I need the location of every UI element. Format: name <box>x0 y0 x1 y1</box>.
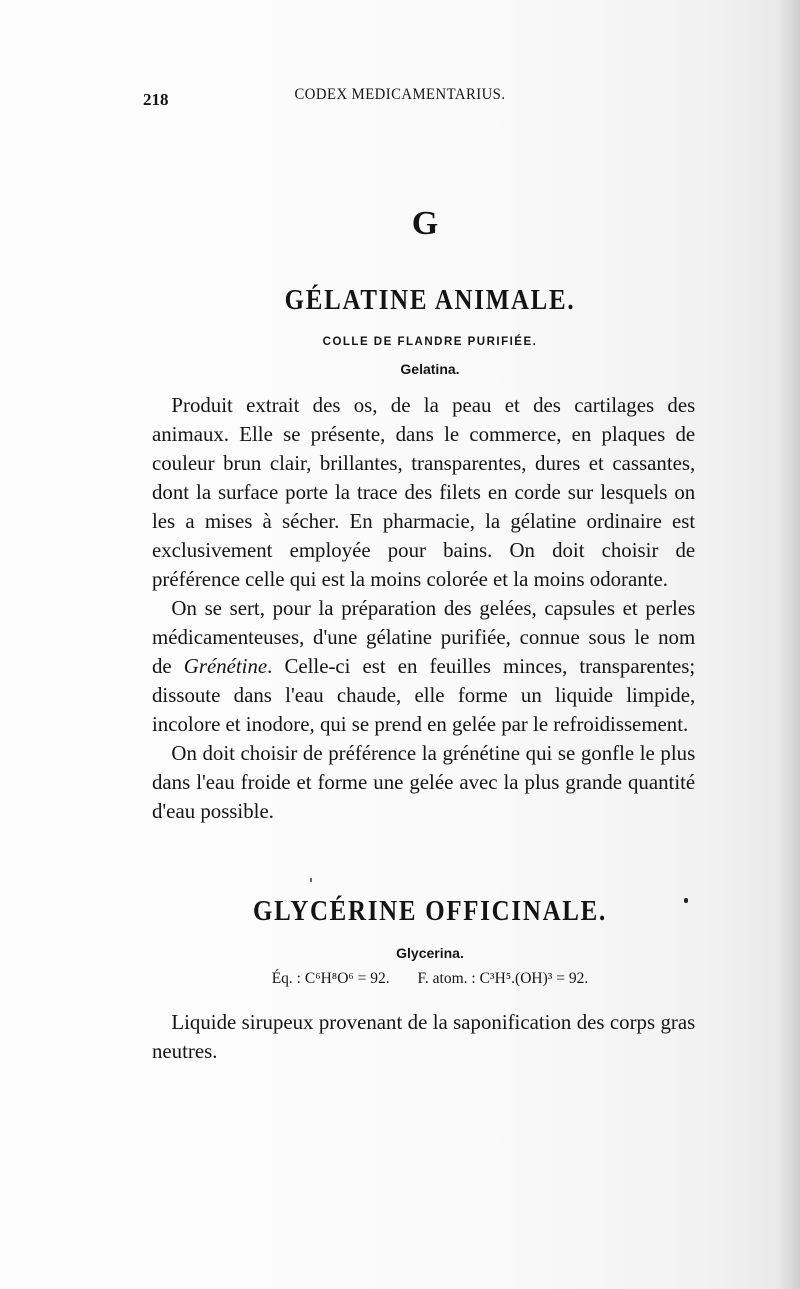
entry-latin-glycerine: Glycerina. <box>396 945 464 961</box>
page-number: 218 <box>143 90 169 109</box>
italic-term: Grénétine <box>183 654 268 678</box>
paragraph: On doit choisir de préférence la grénétine qui se gonfle le plus dans l'eau froide et forme une gelée avec la plus grande quantité d'eau possible. <box>152 741 696 823</box>
paragraph-text: . Celle-ci est en feuilles minces, transparentes; dissoute dans l'eau chaude, elle forme un liquide limpide, incolore et inodore, qui se prend en gelée par le refroidissement. <box>152 654 696 736</box>
paragraph: Liquide sirupeux provenant de la saponification des corps gras neutres. <box>152 1010 696 1063</box>
entry-body-gelatine <box>152 391 695 826</box>
paragraph-text: On se sert, pour la préparation des gelées, capsules et perles médicamenteuses, d'une gélatine purifiée, connue sous le nom de <box>152 596 696 678</box>
ink-speck <box>310 878 312 882</box>
page-edge-shadow <box>778 0 800 1289</box>
paragraph: Produit extrait des os, de la peau et des cartilages des animaux. Elle se présente, dans le commerce, en plaques de couleur brun clair, brillantes, transparentes, dures et cassantes, dont la surface porte la trace des filets en corde sur lesquels on les a mises à sécher. En pharmacie, la gélatine ordinaire est exclusivement employée pour bains. On doit choisir de préférence celle qui est la moins colorée et la moins odorante. <box>152 393 696 591</box>
paragraph <box>152 594 695 739</box>
entry-title-glycerine: GLYCÉRINE OFFICINALE. <box>253 895 607 927</box>
entry-title-gelatine: GÉLATINE ANIMALE. <box>284 284 576 316</box>
entry-latin-gelatine: Gelatina. <box>400 361 460 377</box>
formula-equivalent: Éq. : C⁶H⁸O⁶ = 92. <box>271 970 390 987</box>
formula-atomic: F. atom. : C³H⁵.(OH)³ = 92. <box>417 970 589 987</box>
running-head: CODEX MEDICAMENTARIUS. <box>294 86 506 103</box>
chemical-formula <box>150 970 710 988</box>
section-letter: G <box>411 205 439 242</box>
ink-speck <box>684 898 688 903</box>
entry-body-glycerine <box>152 1008 695 1066</box>
entry-subtitle-gelatine: COLLE DE FLANDRE PURIFIÉE. <box>322 336 538 348</box>
